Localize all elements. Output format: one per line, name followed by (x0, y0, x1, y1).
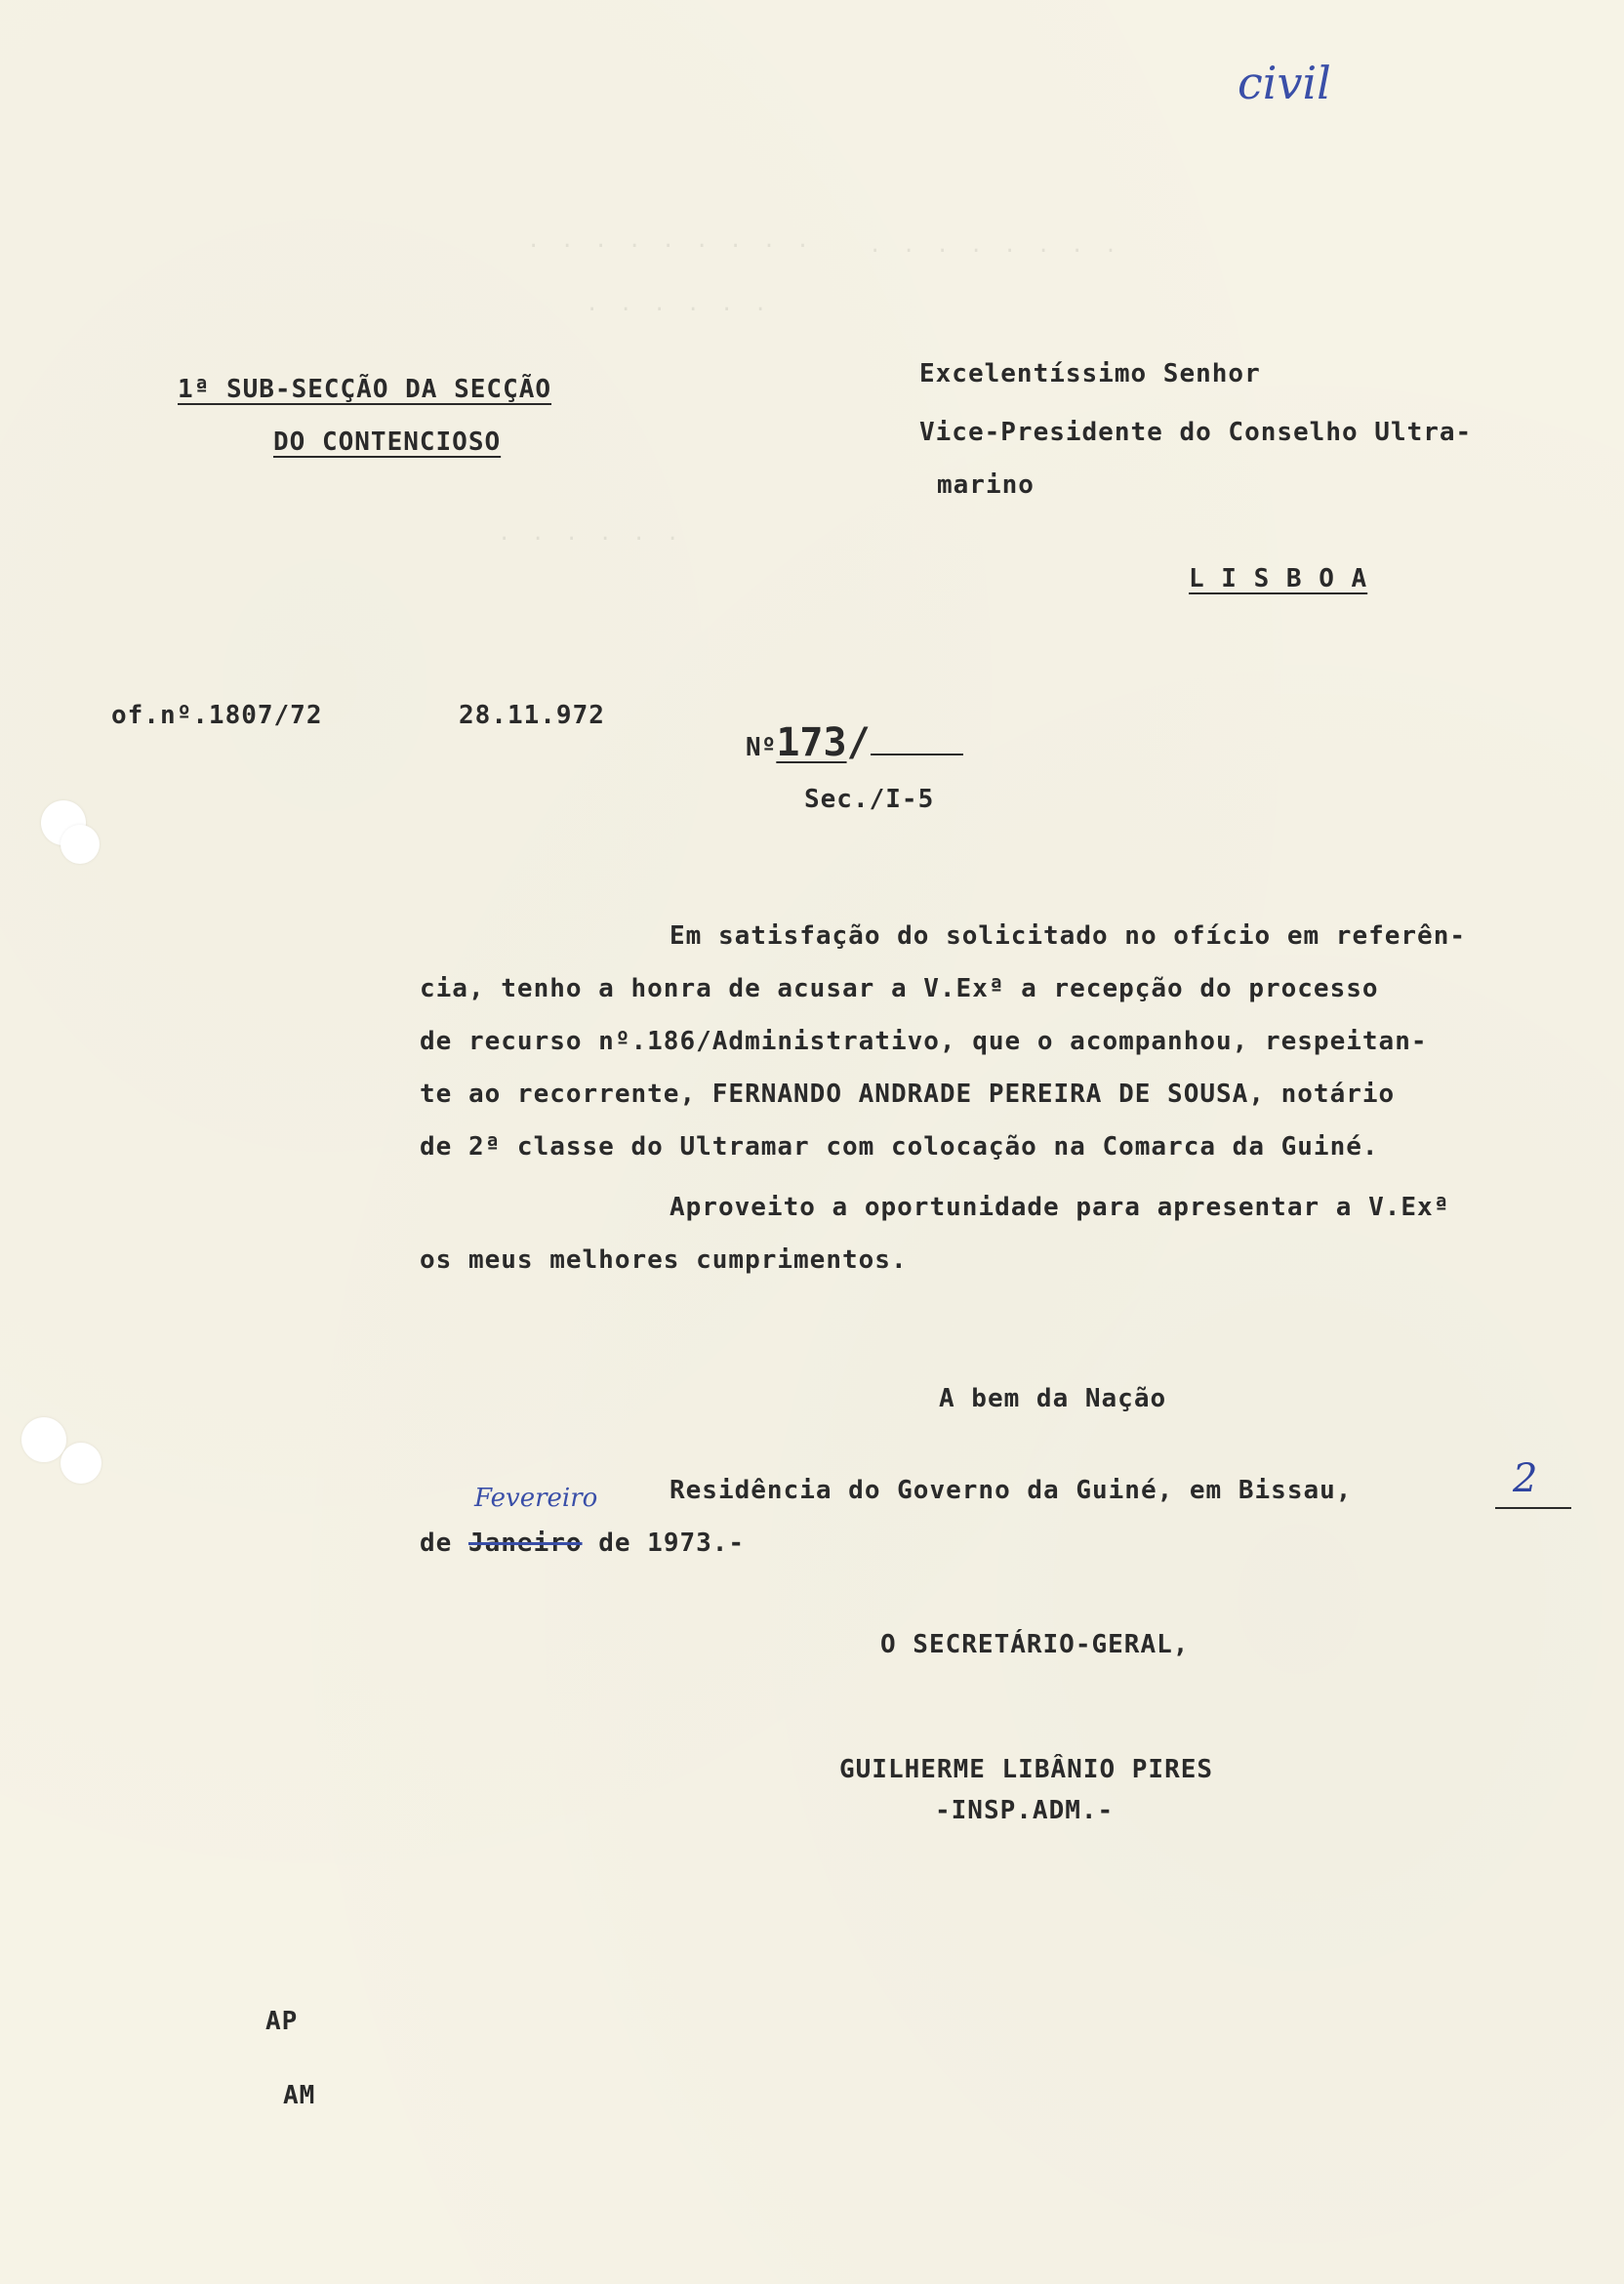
signatory-name: GUILHERME LIBÂNIO PIRES (839, 1755, 1214, 1784)
number-blank-line (871, 754, 963, 755)
initials-ap: AP (265, 2007, 299, 2036)
closing-line: os meus melhores cumprimentos. (420, 1245, 908, 1275)
number-value: 173 (776, 720, 847, 765)
reference-date: 28.11.972 (459, 701, 605, 730)
recipient-line-1: Excelentíssimo Senhor (919, 359, 1261, 388)
document-number (746, 720, 963, 765)
body-line: cia, tenho a honra de acusar a V.Exª a recepção do processo (420, 974, 1379, 1003)
bleed-through-mark: · · · · · · (586, 298, 771, 322)
signatory-role: -INSP.ADM.- (935, 1796, 1115, 1825)
section-code: Sec./I-5 (804, 785, 935, 814)
recipient-line-2: Vice-Presidente do Conselho Ultra- (919, 418, 1473, 447)
place-date-line-1: Residência do Governo da Guiné, em Bissau, (670, 1476, 1353, 1505)
sender-line-1: 1ª SUB-SECÇÃO DA SECÇÃO (178, 375, 552, 404)
date-suffix: de 1973.- (598, 1529, 746, 1558)
office-reference: of.nº.1807/72 (111, 701, 323, 730)
recipient-line-3: marino (937, 470, 1035, 500)
body-line: te ao recorrente, FERNANDO ANDRADE PEREIRA DE SOUSA, notário (420, 1080, 1396, 1109)
handwritten-month: Fevereiro (474, 1484, 598, 1513)
punch-hole (61, 825, 100, 864)
signature-title: O SECRETÁRIO-GERAL, (880, 1630, 1190, 1659)
bleed-through-mark: · · · · · · · · · (527, 234, 814, 259)
recipient-city: L I S B O A (1189, 564, 1368, 593)
date-prefix: de (420, 1529, 453, 1558)
initials-am: AM (283, 2081, 316, 2110)
handwritten-annotation: civil (1238, 57, 1331, 109)
number-prefix: Nº (746, 733, 777, 762)
handwritten-day: 2 (1513, 1456, 1538, 1501)
struck-month: Janeiro (467, 1529, 583, 1558)
body-line: de 2ª classe do Ultramar com colocação na Comarca da Guiné. (420, 1132, 1379, 1162)
closing-line: Aproveito a oportunidade para apresentar a V.Exª (670, 1193, 1450, 1222)
day-blank-line (1495, 1507, 1571, 1509)
salutation: A bem da Nação (939, 1384, 1167, 1413)
place-date-line-2 (420, 1529, 745, 1558)
body-line: de recurso nº.186/Administrativo, que o acompanhou, respeitan- (420, 1027, 1428, 1056)
sender-line-2: DO CONTENCIOSO (273, 428, 502, 457)
punch-hole (21, 1417, 66, 1462)
number-slash: / (846, 720, 871, 765)
punch-hole (61, 1443, 102, 1484)
bleed-through-mark: · · · · · · · · (869, 239, 1121, 264)
bleed-through-mark: · · · · · · (498, 527, 683, 551)
body-line: Em satisfação do solicitado no ofício em referên- (670, 921, 1467, 951)
